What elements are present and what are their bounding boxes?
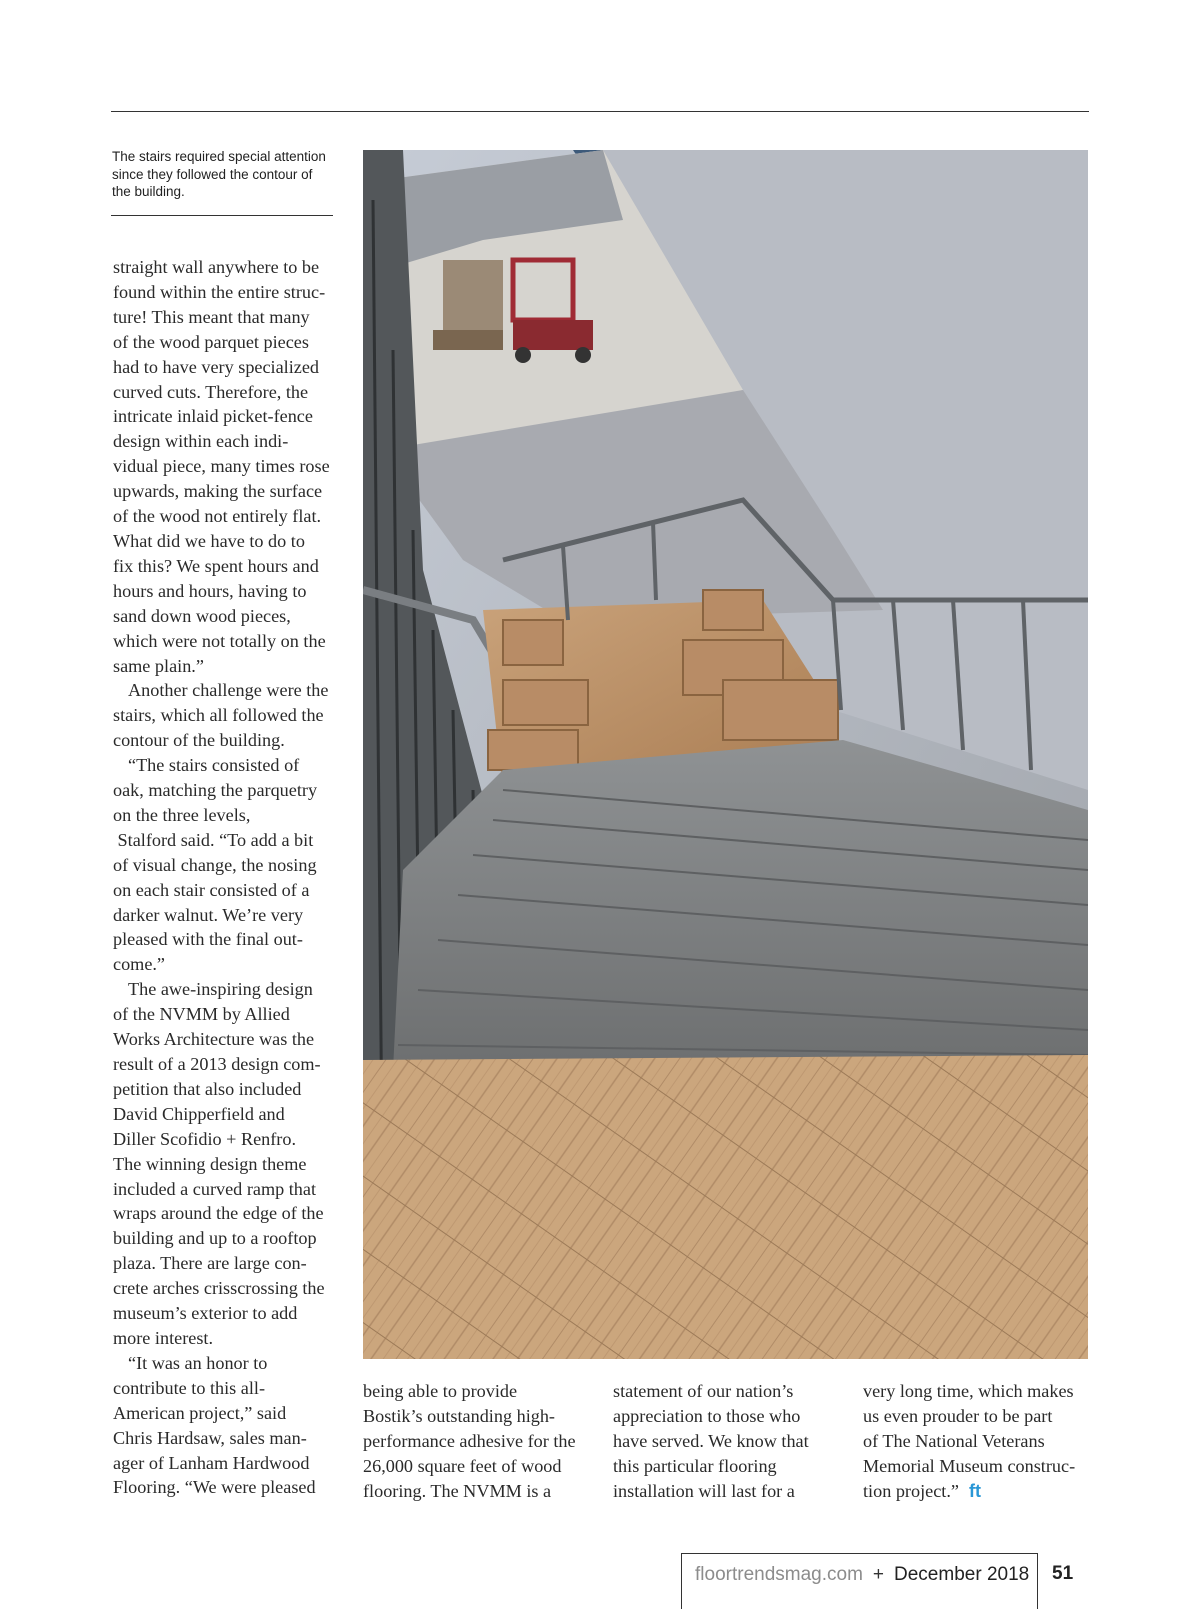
text-line: “It was an honor to	[128, 1352, 268, 1373]
text-line: museum’s exterior to add	[113, 1303, 298, 1324]
text-line: The awe-inspiring design	[128, 979, 313, 1000]
text-line: being able to provide	[363, 1381, 518, 1401]
article-column-2	[363, 1379, 595, 1504]
text-line: installation will last for a	[613, 1480, 795, 1501]
text-line: of The National Veterans	[863, 1430, 1045, 1451]
text-line: design within each indi-	[113, 431, 289, 452]
text-line: contour of the building.	[113, 730, 285, 751]
text-line: fix this? We spent hours and	[113, 555, 319, 576]
text-line: American project,” said	[113, 1402, 287, 1423]
text-line: What did we have to do to	[113, 530, 305, 551]
text-line: had to have very specialized	[113, 356, 320, 377]
text-line: of the wood parquet pieces	[113, 331, 309, 352]
text-line: Memorial Museum construc-	[863, 1455, 1076, 1476]
text-line: David Chipperfield and	[113, 1103, 285, 1124]
text-line: ager of Lanham Hardwood	[113, 1452, 310, 1473]
paragraph-1	[113, 255, 345, 678]
text-line: have served. We know that	[613, 1430, 809, 1451]
top-rule	[111, 111, 1089, 112]
text-line: pleased with the final out-	[113, 929, 303, 950]
text-line: Diller Scofidio + Renfro.	[113, 1128, 297, 1149]
text-line: stairs, which all followed the	[113, 705, 324, 726]
text-line: found within the entire struc-	[113, 281, 326, 302]
text-line: “The stairs consisted of	[128, 755, 300, 776]
stairs-photo	[363, 150, 1088, 1359]
text-line: Works Architecture was the	[113, 1029, 315, 1050]
text-line: on each stair consisted of a	[113, 879, 310, 900]
footer	[695, 1564, 1029, 1586]
article-column-3	[613, 1379, 845, 1504]
text-line: of visual change, the nosing	[113, 854, 317, 875]
photo-caption: The stairs required special attention since they followed the contour of the building.	[112, 149, 326, 199]
ft-end-mark: ft	[968, 1480, 981, 1501]
paragraph-5	[113, 1351, 345, 1500]
text-line: contribute to this all-	[113, 1377, 266, 1398]
text-line: darker walnut. We’re very	[113, 904, 304, 925]
text-line: plaza. There are large con-	[113, 1253, 307, 1274]
paragraph-3	[113, 753, 345, 977]
caption-rule	[111, 215, 333, 216]
text-line: intricate inlaid picket-fence	[113, 406, 313, 427]
text-line: more interest.	[113, 1327, 213, 1348]
article-column-1	[113, 255, 345, 1500]
footer-separator: +	[872, 1564, 885, 1585]
text-line: crete arches crisscrossing the	[113, 1278, 325, 1299]
text-line: vidual piece, many times rose	[113, 456, 330, 477]
text-line: hours and hours, having to	[113, 580, 307, 601]
text-line: straight wall anywhere to be	[113, 257, 320, 277]
text-line: upwards, making the surface	[113, 481, 323, 502]
text-line: Bostik’s outstanding high-	[363, 1405, 555, 1426]
text-line: on the three levels,	[113, 804, 251, 825]
text-line: 26,000 square feet of wood	[363, 1455, 562, 1476]
text-line: building and up to a rooftop	[113, 1228, 317, 1249]
text-line: of the wood not entirely flat.	[113, 506, 322, 527]
text-line: very long time, which makes	[863, 1381, 1074, 1401]
text-line: appreciation to those who	[613, 1405, 801, 1426]
text-line: flooring. The NVMM is a	[363, 1480, 552, 1501]
text-line: The winning design theme	[113, 1153, 307, 1174]
text-line: same plain.”	[113, 655, 204, 676]
text-line: us even prouder to be part	[863, 1405, 1053, 1426]
paragraph-4	[113, 977, 345, 1351]
text-line: tion project.”	[863, 1480, 959, 1501]
footer-date: December 2018	[894, 1564, 1030, 1585]
text-line: come.”	[113, 954, 166, 975]
text-line: Stalford said. “To add a bit	[113, 829, 314, 850]
page-number: 51	[1052, 1563, 1074, 1584]
text-line: ture! This meant that many	[113, 306, 310, 327]
article-column-4	[863, 1379, 1095, 1504]
text-line: Chris Hardsaw, sales man-	[113, 1427, 307, 1448]
text-line: Another challenge were the	[128, 680, 329, 701]
text-line: performance adhesive for the	[363, 1430, 576, 1451]
text-line: curved cuts. Therefore, the	[113, 381, 309, 402]
text-line: included a curved ramp that	[113, 1178, 317, 1199]
text-line: this particular flooring	[613, 1455, 777, 1476]
text-line: oak, matching the parquetry	[113, 780, 318, 801]
text-line: of the NVMM by Allied	[113, 1004, 290, 1025]
text-line: wraps around the edge of the	[113, 1203, 324, 1224]
text-line: which were not totally on the	[113, 630, 326, 651]
text-line: statement of our nation’s	[613, 1381, 794, 1401]
text-line: petition that also included	[113, 1078, 302, 1099]
stairs-photo-illustration	[363, 150, 1088, 1359]
text-line: result of a 2013 design com-	[113, 1054, 321, 1074]
text-line: sand down wood pieces,	[113, 605, 291, 626]
footer-site-link[interactable]: floortrendsmag.com	[695, 1564, 863, 1585]
text-line: Flooring. “We were pleased	[113, 1477, 316, 1498]
paragraph-2	[113, 678, 345, 753]
